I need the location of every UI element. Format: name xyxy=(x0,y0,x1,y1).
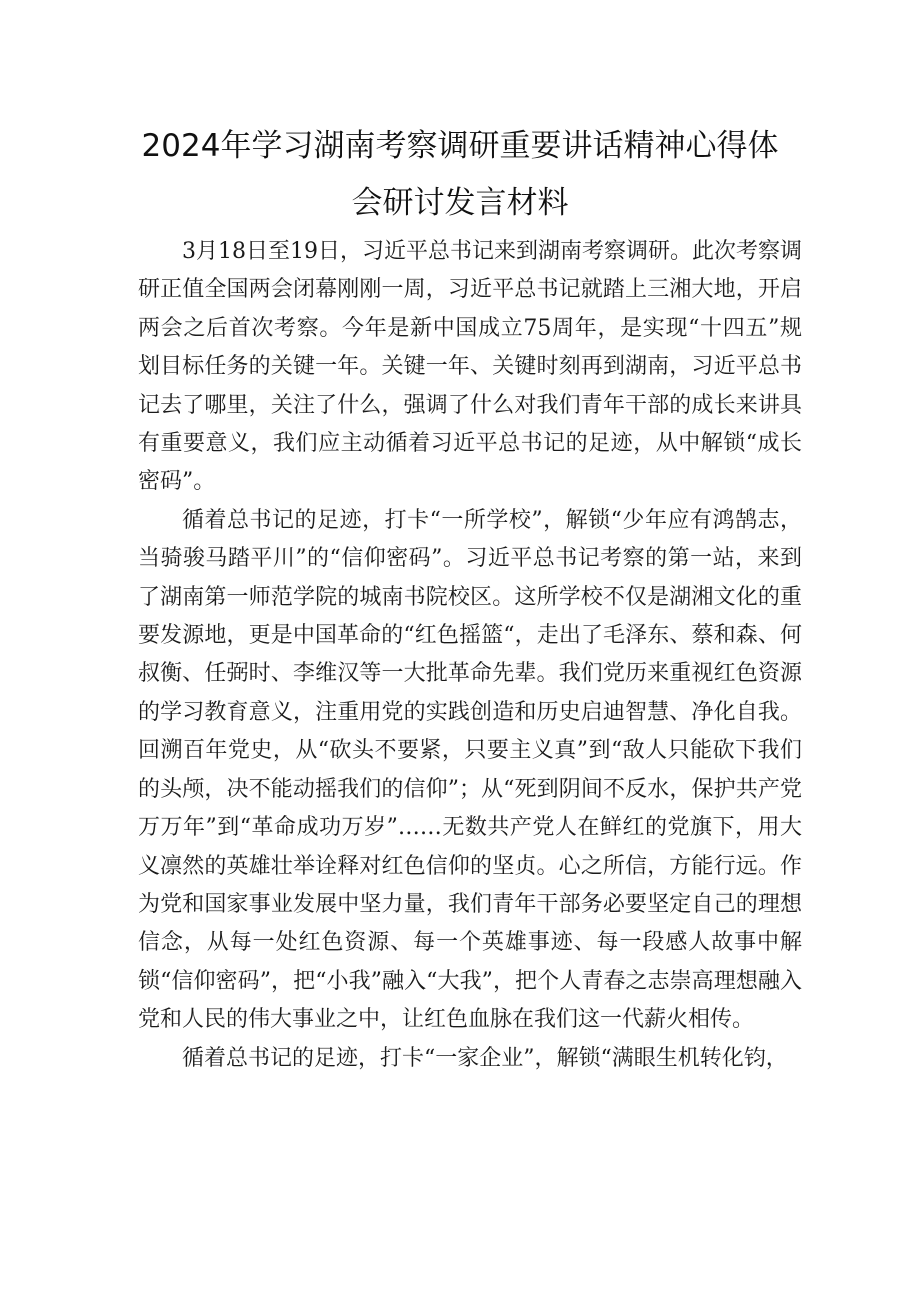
paragraph-enterprise: 循着总书记的足迹，打卡“一家企业”，解锁“满眼生机转化钧， xyxy=(182,1045,788,1071)
document-body xyxy=(138,233,802,1078)
paragraph-school: 循着总书记的足迹，打卡“一所学校”，解锁“少年应有鸿鹄志，当骑骏马踏平川”的“信仰密码”。习近平总书记考察的第一站，来到了湖南第一师范学院的城南书院校区。这所学校不仅是湖湘文化的重要发源地，更是中国革命的“红色摇篮“，走出了毛泽东、蔡和森、何叔衡、任弼时、李维汉等一大批革命先辈。我们党历来重视红色资源的学习教育意义，注重用党的实践创造和历史启迪智慧、净化自我。回溯百年党史，从“砍头不要紧，只要主义真”到“敌人只能砍下我们的头颅，决不能动摇我们的信仰”；从“死到阴间不反水，保护共产党万万年”到“革命成功万岁”……无数共产党人在鲜红的党旗下，用大义凛然的英雄壮举诠释对红色信仰的坚贞。心之所信，方能行远。作为党和国家事业发展中坚力量，我们青年干部务必要坚定自己的理想信念，从每一处红色资源、每一个英雄事迹、每一段感人故事中解锁“信仰密码”，把“小我”融入“大我”，把个人青春之志崇高理想融入党和人民的伟大事业之中，让红色血脉在我们这一代薪火相传。 xyxy=(138,507,802,1033)
document-title: 2024年学习湖南考察调研重要讲话精神心得体会研讨发言材料 xyxy=(141,128,779,221)
paragraph-intro: 3月18日至19日，习近平总书记来到湖南考察调研。此次考察调研正值全国两会闭幕刚刚一周，习近平总书记就踏上三湘大地，开启两会之后首次考察。今年是新中国成立75周年，是实现“十四五”规划目标任务的关键一年。关键一年、关键时刻再到湖南，习近平总书记去了哪里，关注了什么，强调了什么对我们青年干部的成长来讲具有重要意义，我们应主动循着习近平总书记的足迹，从中解锁“成长密码”。 xyxy=(138,239,802,495)
